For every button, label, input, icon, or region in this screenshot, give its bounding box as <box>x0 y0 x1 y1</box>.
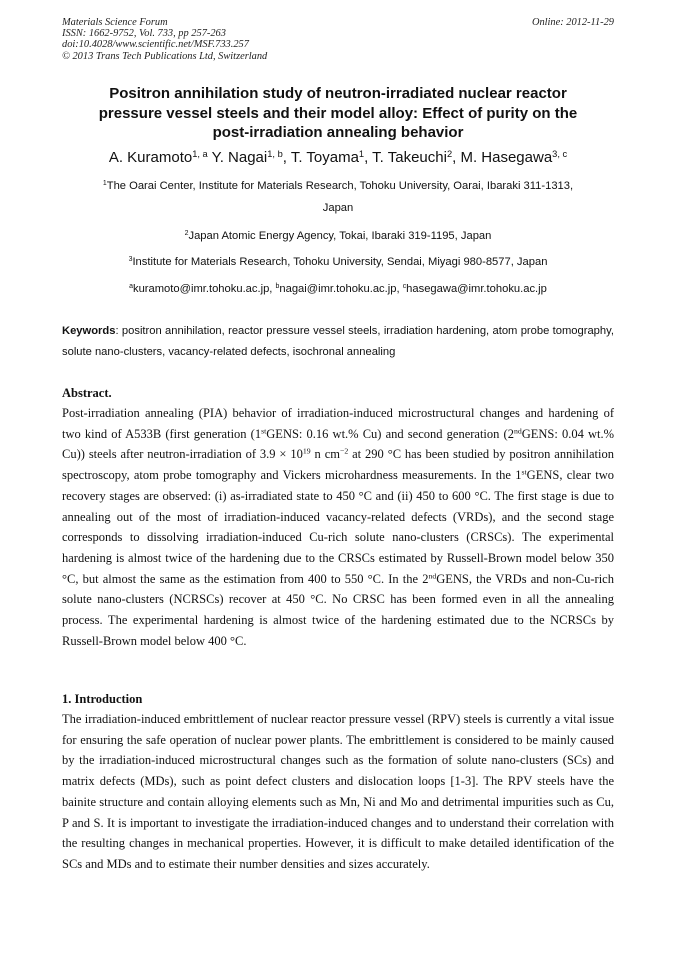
abstract-heading: Abstract. <box>62 386 112 400</box>
affiliation-mark: 2 <box>184 230 189 238</box>
title-line: Positron annihilation study of neutron-irradiated nuclear reactor <box>109 85 567 102</box>
online-date: Online: 2012-11-29 <box>531 17 614 28</box>
author-name: A. Kuramoto <box>108 149 193 166</box>
introduction-body: The irradiation-induced embrittlement of nuclear reactor pressure vessel (RPV) steels is currently a vital issue for ensuring the safe operation of nuclear power plants. The embrittlement is considered to be mainly caused by the irradiation-induced microstructural changes such as the formation of solute nano-clusters (SCs) and matrix defects (MDs), such as point defect clusters and dislocation loops [1-3]. The RPV steels have the bainite structure and contain alloying elements such as Mn, Ni and Mo and detrimental impurities such as Cu, P and S. It is important to investigate the irradiation-induced changes and to understand their correlation with the resulting changes in mechanical properties. However, it is difficult to make detailed identification of the SCs and MDs and to estimate their number densities and sizes accurately. <box>62 712 614 871</box>
keywords <box>62 321 614 362</box>
author-affiliation-mark: 2 <box>446 148 453 159</box>
abstract-body: Post-irradiation annealing (PIA) behavior of irradiation-induced microstructural changes and hardening of two kind of A533B (first generation (1stGENS: 0.16 wt.% Cu) and second generation (2ndGENS: 0.04 wt.% Cu)) steels after neutron-irradiation of $3.9 \times 10^{19}$ n $cm^{-2}$ at 290 °C has been studied by positron annihilation spectroscopy, atom probe tomography and Vickers microhardness measurements. In the 1stGENS, clear two recovery stages are observed: (i) as-irradiated state to 450 °C and (ii) 450 to 600 °C. The first stage is due to annealing out of the most of irradiation-induced vacancy-related defects (VRDs), and the second stage corresponds to dissolving irradiation-induced Cu-rich solute nano-clusters (CRSCs). The experimental hardening is almost twice of the hardening due to the CRSCs estimated by Russell-Brown model below 350 °C, but almost the same as the estimation from 400 to 550 °C. In the 2ndGENS, the VRDs and non-Cu-rich solute nano-clusters (NCRSCs) recover at 450 °C. No CRSC has been formed even in all the annealing process. The experimental hardening is almost twice of the hardening estimated due to the NCRSCs by Russell-Brown model below 400 °C. <box>62 406 615 648</box>
journal-name: Materials Science Forum <box>62 17 168 28</box>
email-list <box>62 278 614 300</box>
journal-doi: doi:10.4028/www.scientific.net/MSF.733.257 <box>62 39 249 51</box>
paper-title <box>62 84 614 143</box>
author-affiliation-mark: 1, a <box>192 148 208 159</box>
journal-copyright: © 2013 Trans Tech Publications Ltd, Switzerland <box>62 50 268 62</box>
affiliation-text: Japan Atomic Energy Agency, Tokai, Ibaraki 319-1195, Japan <box>188 230 492 242</box>
email-address[interactable]: nagai@imr.tohoku.ac.jp, <box>279 283 403 295</box>
email-mark: b <box>275 283 280 291</box>
title-line: pressure vessel steels and their model alloy: Effect of purity on the <box>98 104 578 122</box>
email-mark: c <box>402 283 407 291</box>
author-name: Y. Nagai <box>211 149 268 166</box>
author-name: T. Takeuchi <box>372 149 447 166</box>
author-affiliation-mark: 1, b <box>267 148 283 159</box>
affiliation-text: Japan <box>322 202 354 214</box>
email-address[interactable]: hasegawa@imr.tohoku.ac.jp <box>406 283 547 295</box>
author-affiliation-mark: 1 <box>358 148 365 159</box>
author-affiliation-mark: 3, c <box>552 148 568 159</box>
affiliation-text: The Oarai Center, Institute for Materials Research, Tohoku University, Oarai, Ibaraki 311-1313, <box>106 180 574 192</box>
affiliation-mark: 3 <box>128 256 133 264</box>
introduction-heading: 1. Introduction <box>62 692 143 706</box>
email-mark: a <box>129 283 133 291</box>
email-address[interactable]: kuramoto@imr.tohoku.ac.jp, <box>132 283 276 295</box>
keywords-text: : positron annihilation, reactor pressure vessel steels, irradiation hardening, atom probe tomography, solute nano-clusters, vacancy-related defects, isochronal annealing <box>62 325 614 358</box>
journal-issn: ISSN: 1662-9752, Vol. 733, pp 257-263 <box>62 28 226 40</box>
keywords-label: Keywords <box>62 325 116 337</box>
journal-header <box>62 17 267 62</box>
affiliation-3 <box>62 251 614 273</box>
author-name: M. Hasegawa <box>460 149 553 166</box>
title-line: post-irradiation annealing behavior <box>212 124 464 141</box>
author-name: T. Toyama <box>290 149 359 166</box>
affiliation-mark: 1 <box>102 180 107 188</box>
author-list: A. Kuramoto$^{1, a}$ Y. Nagai$^{1, b}$, T. Toyama$^1$, T. Takeuchi$^2$, M. Hasegawa$^{3, c}$ <box>108 148 568 166</box>
affiliation-1 <box>62 175 614 219</box>
affiliation-2 <box>62 225 614 247</box>
affiliation-text: Institute for Materials Research, Tohoku University, Sendai, Miyagi 980-8577, Japan <box>132 256 548 268</box>
